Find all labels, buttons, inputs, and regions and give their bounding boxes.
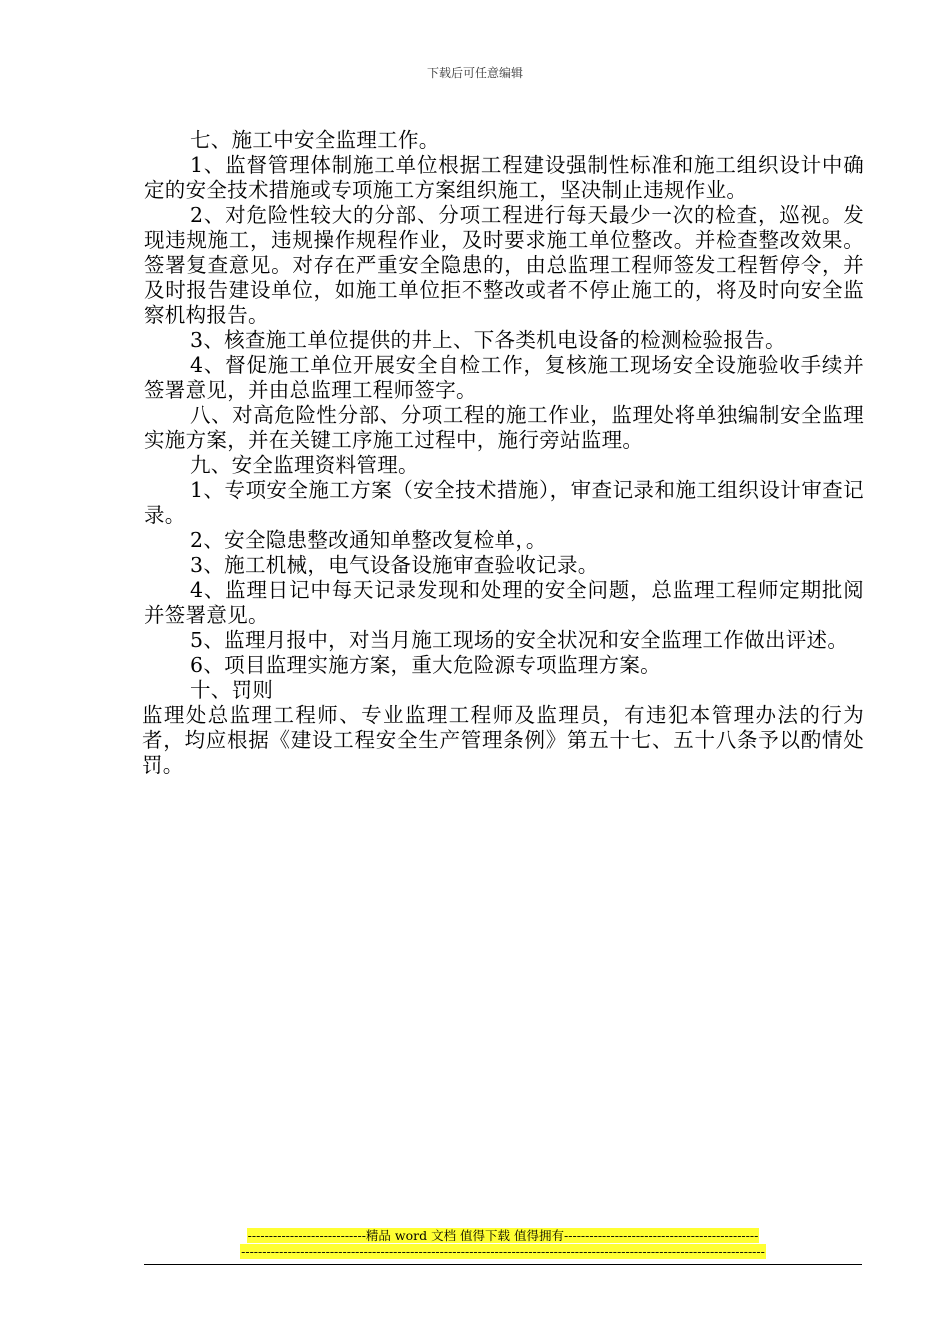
paragraph: 4、监理日记中每天记录发现和处理的安全问题，总监理工程师定期批阅并签署意见。	[144, 578, 864, 627]
paragraph: 1、专项安全施工方案（安全技术措施），审查记录和施工组织设计审查记录。	[144, 478, 864, 527]
section-heading-7: 七、施工中安全监理工作。	[190, 128, 440, 152]
page-footer	[144, 1228, 862, 1260]
paragraph: 5、监理月报中，对当月施工现场的安全状况和安全监理工作做出评述。	[190, 628, 849, 652]
section-heading-8: 八、对高危险性分部、分项工程的施工作业，监理处将单独编制安全监理实施方案，并在关键工序施工过程中，施行旁站监理。	[144, 403, 864, 452]
paragraph: 2、对危险性较大的分部、分项工程进行每天最少一次的检查，巡视。发现违规施工，违规操作规程作业，及时要求施工单位整改。并检查整改效果。签署复查意见。对存在严重安全隐患的，由总监理工程师签发工程暂停令，并及时报告建设单位，如施工单位拒不整改或者不停止施工的，将及时向安全监察机构报告。	[144, 203, 864, 327]
paragraph: 1、监督管理体制施工单位根据工程建设强制性标准和施工组织设计中确定的安全技术措施或专项施工方案组织施工，坚决制止违规作业。	[144, 153, 864, 202]
paragraph: 2、安全隐患整改通知单整改复检单，。	[190, 528, 547, 552]
footer-dash-line: ----------------------------------------------------------------------------------------------------------------------------	[241, 1244, 765, 1259]
paragraph: 3、核查施工单位提供的井上、下各类机电设备的检测检验报告。	[190, 328, 786, 352]
footer-rule	[144, 1264, 862, 1265]
section-heading-10: 十、罚则	[190, 678, 274, 702]
footer-banner-line: ----------------------------精品 word 文档 值得下载 值得拥有----------------------------------------------	[247, 1228, 759, 1243]
paragraph: 4、督促施工单位开展安全自检工作，复核施工现场安全设施验收手续并签署意见，并由总监理工程师签字。	[144, 353, 864, 402]
section-heading-9: 九、安全监理资料管理。	[190, 453, 419, 477]
page-header: 下载后可任意编辑	[426, 66, 523, 80]
paragraph: 监理处总监理工程师、专业监理工程师及监理员，有违犯本管理办法的行为者，均应根据《建设工程安全生产管理条例》第五十七、五十八条予以酌情处罚。	[142, 703, 864, 777]
paragraph: 6、项目监理实施方案，重大危险源专项监理方案。	[190, 653, 661, 677]
document-body	[144, 128, 864, 778]
paragraph: 3、施工机械，电气设备设施审查验收记录。	[190, 553, 599, 577]
